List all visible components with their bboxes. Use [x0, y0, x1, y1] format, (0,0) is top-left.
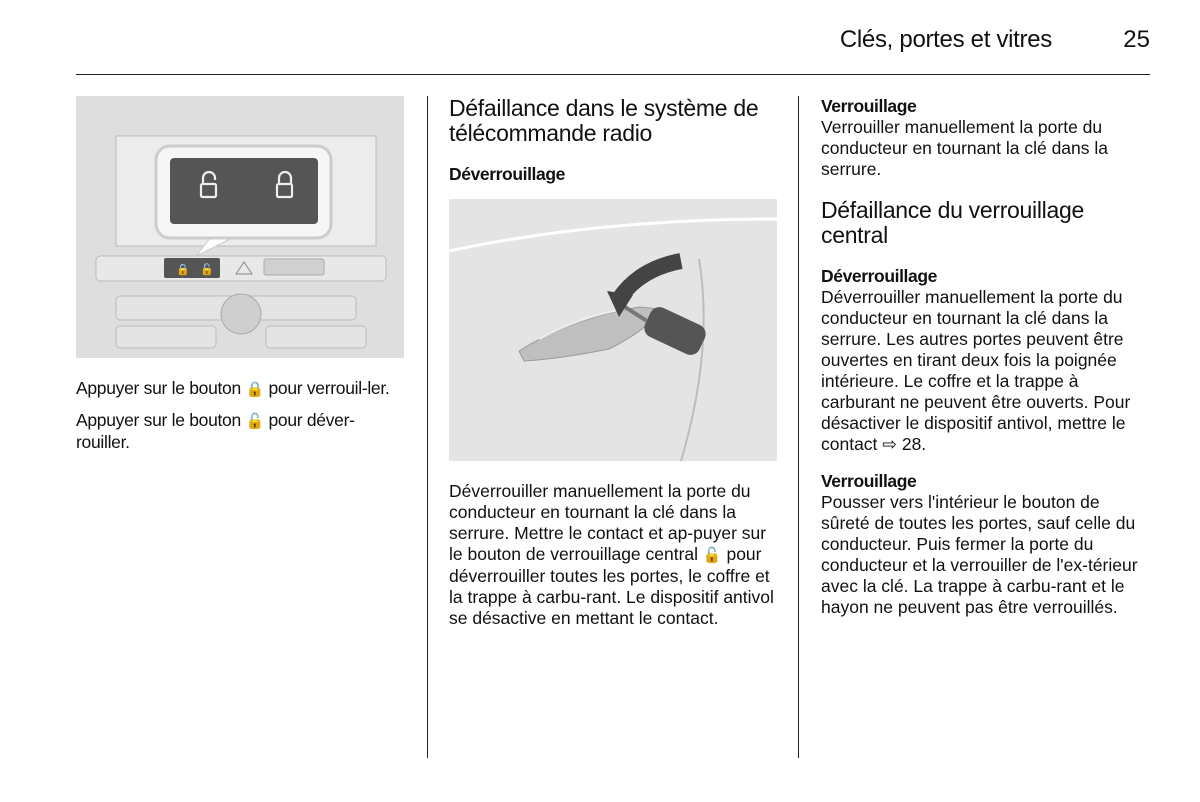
console-drawing — [76, 96, 404, 358]
subheading-deverrouillage-2: Déverrouillage — [821, 266, 937, 286]
column-2 — [449, 96, 777, 629]
console-illustration — [76, 96, 404, 358]
subheading-deverrouillage: Déverrouillage — [449, 164, 565, 184]
unlock-icon: 🔓 — [702, 547, 722, 564]
unlock-instruction: Appuyer sur le bouton 🔓 pour déver-rouiller. — [76, 410, 355, 452]
column-1 — [76, 96, 406, 453]
verrouillage-paragraph-1: Verrouiller manuellement la porte du conducteur en tournant la clé dans la serrure. — [821, 117, 1108, 179]
deverrouillage-paragraph-2: Déverrouiller manuellement la porte du conducteur en tournant la clé dans la serrure. Les autres portes peuvent être ouvertes en tirant deux fois la poignée intérieure. Le coffre et la trappe à carburant ne peuvent être ouverts. Pour désactiver le dispositif antivol, mettre le contact ⇨ 28. — [821, 287, 1131, 454]
verrouillage-paragraph-2: Pousser vers l'intérieur le bouton de sûreté de toutes les portes, sauf celle du conducteur. Puis fermer la porte du conducteur et la verrouiller de l'ex-térieur avec la clé. La trappe à carbu-rant et le hayon ne peuvent pas être verrouillés. — [821, 492, 1138, 617]
section-title: Clés, portes et vitres — [839, 26, 1052, 53]
subheading-verrouillage-2: Verrouillage — [821, 471, 917, 491]
lock-instruction: Appuyer sur le bouton 🔒 pour verrouil-ler. — [76, 378, 390, 398]
page-number: 25 — [1123, 26, 1150, 53]
column-divider-1 — [427, 96, 428, 758]
arrow-reference-icon: ⇨ — [882, 434, 897, 454]
door-key-illustration — [449, 199, 777, 461]
lock-icon: 🔒 — [245, 381, 264, 398]
subheading-verrouillage-1: Verrouillage — [821, 96, 917, 116]
door-drawing — [449, 199, 777, 461]
central-lock-heading: Défaillance du verrouillage central — [821, 197, 1084, 248]
svg-text:🔒: 🔒 — [176, 264, 190, 276]
column-3 — [821, 96, 1151, 618]
unlock-icon: 🔓 — [245, 413, 264, 430]
svg-text:🔓: 🔓 — [200, 264, 214, 276]
deverrouillage-paragraph: Déverrouiller manuellement la porte du conducteur en tournant la clé dans la serrure. Mettre le contact et ap-puyer sur le bouton de verrouillage central 🔓 pour déverrouiller toutes les portes, le coffre et la trappe à carbu-rant. Le dispositif antivol se désactive en mettant le contact. — [449, 481, 774, 628]
section-heading: Défaillance dans le système de télécommande radio — [449, 95, 759, 146]
page-reference[interactable]: 28. — [901, 434, 927, 454]
column-divider-2 — [798, 96, 799, 758]
header-divider — [76, 74, 1150, 75]
